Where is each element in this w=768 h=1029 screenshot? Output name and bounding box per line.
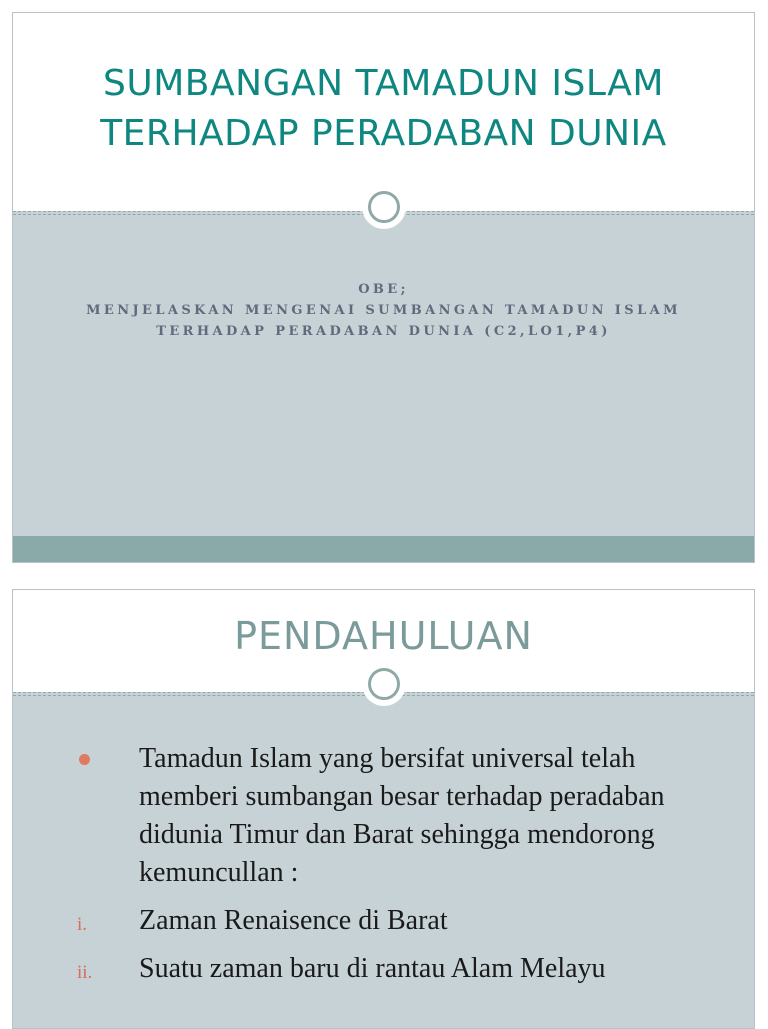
subtitle-line: TERHADAP PERADABAN DUNIA (C2,LO1,P4) (156, 324, 611, 339)
list-item (13, 902, 754, 940)
subtitle-line: OBE; (358, 282, 409, 297)
list-item-text: Zaman Renaisence di Barat (139, 905, 448, 936)
list-numeral: ii. (77, 962, 93, 983)
slide-body (13, 211, 754, 562)
subtitle-line: MENJELASKAN MENGENAI SUMBANGAN TAMADUN ISLAM (86, 303, 681, 318)
bullet-text: Tamadun Islam yang bersifat universal telah memberi sumbangan besar terhadap peradaban didunia Timur dan Barat sehingga mendorong kemuncullan : (139, 743, 665, 888)
footer-bar (13, 536, 754, 562)
ring-ornament-icon (362, 185, 406, 229)
title-area (13, 13, 754, 205)
slide-subtitle (13, 279, 754, 342)
slide-introduction (12, 589, 755, 1029)
slide-content (13, 740, 754, 988)
slide-title-text: SUMBANGAN TAMADUN ISLAM TERHADAP PERADABAN DUNIA (100, 63, 667, 154)
list-numeral: i. (77, 914, 88, 935)
slide-title (12, 12, 755, 563)
list-item (13, 950, 754, 988)
bullet-item (13, 740, 754, 892)
slide-title-text: PENDAHULUAN (234, 614, 533, 658)
bullet-dot-icon (79, 754, 90, 765)
ring-ornament-icon (362, 662, 406, 706)
list-item-text: Suatu zaman baru di rantau Alam Melayu (139, 953, 606, 984)
